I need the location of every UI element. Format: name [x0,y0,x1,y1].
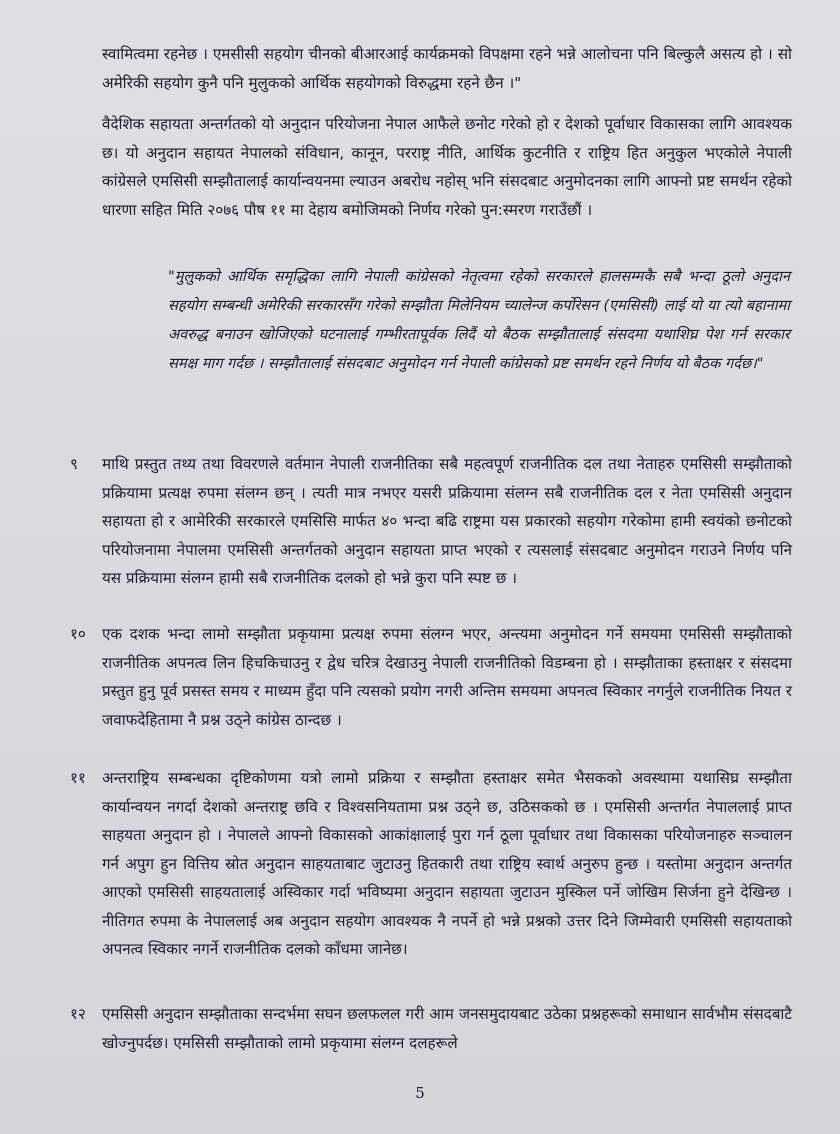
item-text: एक दशक भन्दा लामो सम्झौता प्रकृयामा प्रत्यक्ष रुपमा संलग्न भएर, अन्त्यमा अनुमोदन गर्ने समयमा एमसिसी सम्झौताको राजनीतिक अपनत्व लिन हिचकिचाउनु र द्वेध चरित्र देखाउनु नेपाली राजनीतिको विडम्बना हो । सम्झौताका हस्ताक्षर र संसदमा प्रस्तुत हुनु पूर्व प्रसस्त समय र माध्यम हुँदा पनि त्यसको प्रयोग नगरी अन्तिम समयमा अपनत्व स्विकार नगर्नुले राजनीतिक नियत र जवाफदेहितामा नै प्रश्न उठ्ने कांग्रेस ठान्दछ । [102,625,792,729]
page-number: 5 [415,1084,425,1102]
paragraph-party-decision: वैदेशिक सहायता अन्तर्गतको यो अनुदान परियोजना नेपाल आफैले छनोट गरेको हो र देशको पूर्वाधार विकासका लागि आवश्यक छ। यो अनुदान सहायत नेपालको संविधान, कानून, परराष्ट्र नीति, आर्थिक कुटनीति र राष्ट्रिय हित अनुकुल भएकोले नेपाली कांग्रेसले एमसिसी सम्झौतालाई कार्यान्वयनमा ल्याउन अबरोध नहोस् भनि संसदबाट अनुमोदनका लागि आफ्नो प्रष्ट समर्थन रहेको धारणा सहित मिति २०७६ पौष ११ मा देहाय बमोजिमको निर्णय गरेको पुन:स्मरण गराउँछौं । [102,115,792,219]
numbered-item-12 [70,1000,792,1057]
item-number: ९ [70,455,78,473]
numbered-item-10 [70,620,792,734]
item-number: ११ [70,769,86,787]
numbered-item-9 [70,450,792,593]
numbered-item-11 [70,764,792,964]
item-number: १२ [70,1005,86,1023]
item-text: एमसिसी अनुदान सम्झौताका सन्दर्भमा सघन छलफलल गरी आम जनसमुदायबाट उठेका प्रश्नहरूको समाधान सार्वभौम संसदबाटै खोज्नुपर्दछ। एमसिसी सम्झौताको लामो प्रकृयामा संलग्न दलहरूले [102,1005,792,1052]
item-text: अन्तराष्ट्रिय सम्बन्धका दृष्टिकोणमा यत्रो लामो प्रक्रिया र सम्झौता हस्ताक्षर समेत भैसकको अवस्थामा यथासिघ्र सम्झौता कार्यान्वयन नगर्दा देशको अन्तराष्ट्र छवि र विश्वसनियतामा प्रश्न उठ्ने छ, उठिसकको छ । एमसिसी अन्तर्गत नेपाललाई प्राप्त साहयता अनुदान हो । नेपालले आफ्नो विकासको आकांक्षालाई पुरा गर्न ठूला पूर्वाधार तथा विकासका परियोजनाहरु सञ्चालन गर्न अपुग हुन वित्तिय स्रोत अनुदान साहयताबाट जुटाउनु हितकारी तथा राष्ट्रिय स्वार्थ अनुरुप हुन्छ । यस्तोमा अनुदान अन्तर्गत आएको एमसिसी साहयतालाई अस्विकार गर्दा भविष्यमा अनुदान सहायता जुटाउन मुस्किल पर्ने जोखिम सिर्जना हुने देखिन्छ । नीतिगत रुपमा के नेपाललाई अब अनुदान सहयोग आवश्यक नै नपर्ने हो भन्ने प्रश्नको उत्तर दिने जिम्मेवारी एमसिसी सहायताको अपनत्व स्विकार नगर्ने राजनीतिक दलको काँधमा जानेछ। [102,769,792,958]
quoted-decision: "मुलुकको आर्थिक समृद्धिका लागि नेपाली कांग्रेसको नेतृत्वमा रहेको सरकारले हालसम्मकै सबै भन्दा ठूलो अनुदान सहयोग सम्बन्धी अमेरिकी सरकारसँग गरेको सम्झौता मिलेनियम च्यालेन्ज कर्पोरेसन (एमसिसी) लाई यो या त्यो बहानामा अवरुद्ध बनाउन खोजिएको घटनालाई गम्भीरतापूर्वक लिदैं यो बैठक सम्झौतालाई संसदमा यथाशिघ्र पेश गर्न सरकार समक्ष माग गर्दछ । सम्झौतालाई संसदबाट अनुमोदन गर्न नेपाली कांग्रेसको प्रष्ट समर्थन रहने निर्णय यो बैठक गर्दछ।" [168,268,790,372]
item-text: माथि प्रस्तुत तथ्य तथा विवरणले वर्तमान नेपाली राजनीतिका सबै महत्वपूर्ण राजनीतिक दल तथा नेताहरु एमसिसी सम्झौताको प्रक्रियामा प्रत्यक्ष रुपमा संलग्न छन् । त्यती मात्र नभएर यसरी प्रक्रियामा संलग्न सबै राजनीतिक दल र नेता एमसिसी अनुदान सहायता हो र आमेरिकी सरकारले एमसिसि मार्फत ४० भन्दा बढि राष्ट्रमा यस प्रकारको सहयोग गरेकोमा हामी स्वयंको छनोटको परियोजनामा नेपालमा एमसिसी अन्तर्गतको अनुदान सहायता प्राप्त भएको र त्यसलाई संसदबाट अनुमोदन गराउने निर्णय पनि यस प्रक्रियामा संलग्न हामी सबै राजनीतिक दलको हो भन्ने कुरा पनि स्पष्ट छ । [102,455,792,587]
item-number: १० [70,625,86,643]
paragraph-continuation: स्वामित्वमा रहनेछ । एमसीसी सहयोग चीनको बीआरआई कार्यक्रमको विपक्षमा रहने भन्ने आलोचना पनि बिल्कुलै असत्य हो । सो अमेरिकी सहयोग कुनै पनि मुलुकको आर्थिक सहयोगको विरुद्धमा रहने छैन ।" [102,45,792,92]
